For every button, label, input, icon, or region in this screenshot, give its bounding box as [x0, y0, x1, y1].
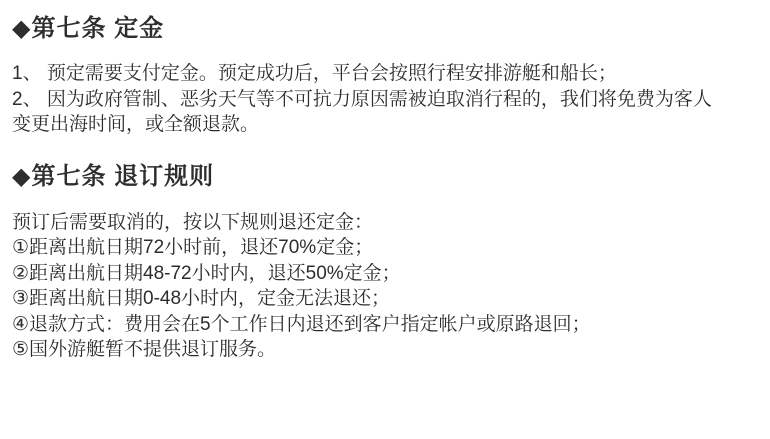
deposit-terms-line-3: 变更出海时间，或全额退款。: [12, 114, 260, 135]
cancellation-rule-2: ②距离出航日期48-72小时内，退还50%定金；: [12, 262, 401, 284]
deposit-terms-line-2: 2、 因为政府管制、恶劣天气等不可抗力原因需被迫取消行程的，我们将免费为客人: [12, 88, 712, 110]
cancellation-rules-paragraph: [12, 210, 756, 363]
cancellation-rule-1: ①距离出航日期72小时前，退还70%定金；: [12, 237, 374, 258]
cancellation-rule-3: ③距离出航日期0-48小时内，定金无法退还；: [12, 288, 391, 309]
cancellation-rule-4: ④退款方式：费用会在5个工作日内退还到客户指定帐户或原路退回；: [12, 313, 591, 335]
cancellation-rules-intro: 预订后需要取消的，按以下规则退还定金：: [12, 211, 374, 233]
section-heading-cancellation: ◆第七条 退订规则: [12, 162, 215, 190]
deposit-terms-paragraph: [12, 61, 756, 138]
deposit-terms-line-1: 1、 预定需要支付定金。预定成功后，平台会按照行程安排游艇和船长；: [12, 63, 617, 84]
section-heading-deposit: ◆第七条 定金: [12, 15, 165, 42]
cancellation-rule-5: ⑤国外游艇暂不提供退订服务。: [12, 339, 277, 360]
